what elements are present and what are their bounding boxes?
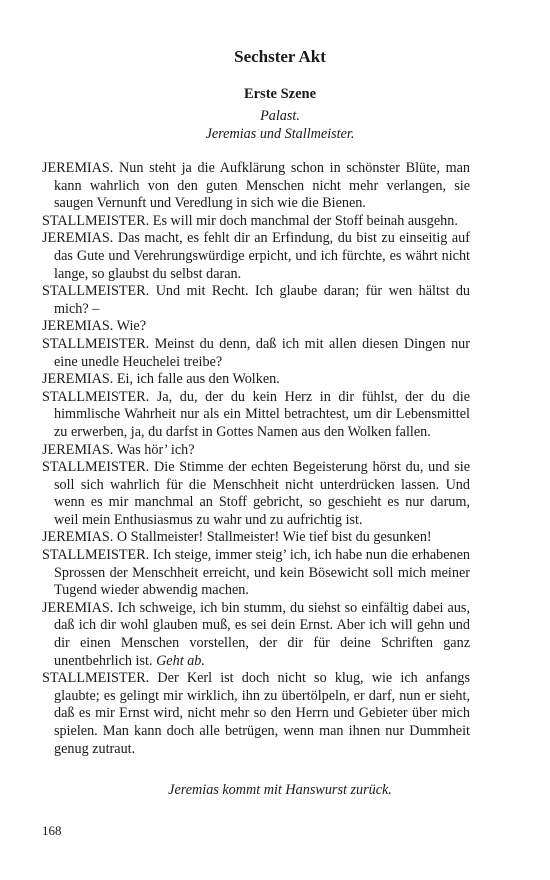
page-number: 168 — [42, 823, 62, 838]
speaker-name: JEREMIAS. — [42, 371, 114, 388]
speaker-name: JEREMIAS. — [42, 599, 114, 616]
speaker-name: STALLMEISTER. — [42, 335, 150, 352]
speech-text: Meinst du denn, daß ich mit allen diesen Dingen nur eine unedle Heuchelei treibe? — [54, 335, 470, 370]
stage-characters: Jeremias und Stallmeister. — [205, 125, 355, 142]
speech-text: Die Stimme der echten Begeisterung hörst du, und sie soll sich wahrlich für die Menschheit nicht unterdrücken lassen. Und wenn es mir manchmal an Stoff gebricht, so geschieht es nur darum, weil mein Enthusiasmus zu wahr und zu aufrichtig ist. — [54, 459, 470, 528]
speech — [42, 336, 470, 371]
speech-text: Ja, du, der du kein Herz in dir fühlst, der du die himmlische Wahrheit nur als ein Mittel betrachtest, um dir Lebensmittel zu erwerben, ja, du darfst in Gottes Namen aus den Wolken fallen. — [54, 388, 470, 440]
speech-text: Ich steige, immer steig’ ich, ich habe nun die erhabenen Sprossen der Menschheit erreicht, und kein Bösewicht soll mich meiner Tugend wieder abwendig machen. — [54, 547, 471, 599]
speech-text: Und mit Recht. Ich glaube daran; für wen hältst du mich? – — [54, 283, 471, 317]
speaker-name: STALLMEISTER. — [42, 459, 150, 476]
speech-text: Nun steht ja die Aufklärung schon in schönster Blüte, man kann wahrlich von den guten Menschen nicht mehr verlangen, sie saugen Vernunft und Veredlung in sich wie die Bienen. — [54, 160, 470, 212]
speech — [42, 529, 470, 547]
scene-title: Erste Szene — [243, 86, 317, 102]
speech — [42, 670, 470, 758]
speaker-name: JEREMIAS. — [42, 160, 114, 176]
opening-stage-direction — [0, 108, 550, 143]
act-title: Sechster Akt — [234, 47, 326, 66]
speaker-name: STALLMEISTER. — [42, 283, 150, 300]
speech — [42, 160, 470, 213]
speech — [42, 283, 470, 318]
speech — [42, 371, 470, 389]
speech — [42, 547, 470, 600]
speech — [42, 600, 470, 670]
inline-stage-direction: Geht ab. — [156, 652, 205, 669]
speaker-name: STALLMEISTER. — [42, 547, 150, 564]
speaker-name: JEREMIAS. — [42, 529, 114, 546]
speech-text: Was hör’ ich? — [116, 441, 195, 458]
closing-stage-direction: Jeremias kommt mit Hanswurst zurück. — [168, 782, 392, 798]
stage-location: Palast. — [260, 108, 300, 124]
speech-text: Ei, ich falle aus den Wolken. — [116, 371, 280, 388]
speech-text: Der Kerl ist doch nicht so klug, wie ich anfangs glaubte; es gelingt mir wirklich, ihn zu übertölpeln, er darf, nun er sieht, daß es mir Ernst wird, nicht mehr so den Herrn und Gebieter über mich spielen. Man kann doch alle betrügen, wenn man ihnen nur Dummheit genug zutraut. — [54, 670, 471, 757]
speech-text: Wie? — [116, 318, 146, 335]
speech-text: Es will mir doch manchmal der Stoff beinah ausgehn. — [152, 212, 458, 229]
speech — [42, 230, 470, 283]
speech — [42, 442, 470, 460]
dialogue — [42, 160, 470, 758]
speaker-name: STALLMEISTER. — [42, 388, 150, 405]
speaker-name: JEREMIAS. — [42, 318, 114, 335]
speaker-name: JEREMIAS. — [42, 441, 114, 458]
speaker-name: JEREMIAS. — [42, 230, 114, 247]
speech — [42, 318, 470, 336]
speaker-name: STALLMEISTER. — [42, 670, 150, 687]
speech-text: Ich schweige, ich bin stumm, du siehst so einfältig dabei aus, daß ich dir wohl glauben muß, es sei dein Ernst. Aber ich will gehn und dir einen Menschen vorstellen, der dir für deine Schriften ganz unentbehrlich ist. — [54, 599, 470, 669]
speech — [42, 213, 470, 231]
speaker-name: STALLMEISTER. — [42, 212, 150, 229]
speech — [42, 389, 470, 442]
speech-text: O Stallmeister! Stallmeister! Wie tief bist du gesunken! — [116, 529, 432, 546]
speech-text: Das macht, es fehlt dir an Erfindung, du bist zu einseitig auf das Gute und Verehrungswürdige erpicht, und ich fürchte, es währt nicht lange, so glaubst du selbst daran. — [54, 230, 470, 282]
speech — [42, 459, 470, 529]
